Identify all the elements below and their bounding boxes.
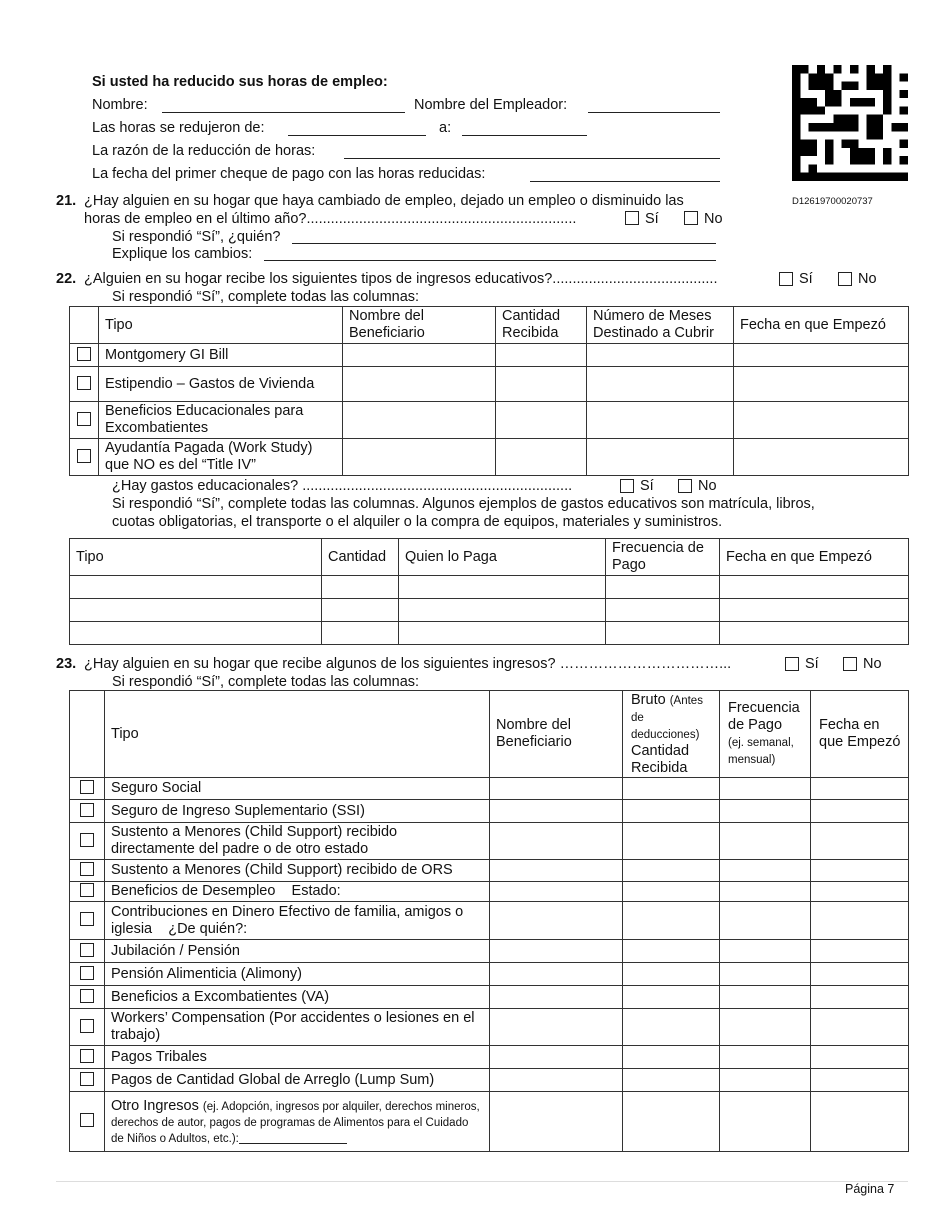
table-row (70, 963, 909, 986)
col-header: Nombre del Beneficiario (490, 691, 623, 778)
reduced-from-label: Las horas se redujeron de: (92, 120, 265, 136)
name-field[interactable] (162, 112, 405, 113)
expenses-no-checkbox[interactable] (678, 479, 692, 493)
employer-field[interactable] (588, 112, 720, 113)
q21-text-line1: ¿Hay alguien en su hogar que haya cambiado de empleo, dejado un empleo o disminuido las (84, 193, 684, 209)
cell-input[interactable] (606, 576, 720, 599)
row-checkbox[interactable] (77, 347, 91, 361)
cell-input[interactable] (720, 902, 811, 940)
cell-input[interactable] (720, 1092, 811, 1152)
cell-input[interactable] (496, 439, 587, 476)
cell-input[interactable] (587, 344, 734, 367)
barcode-id: D12619700020737 (792, 196, 873, 207)
cell-input[interactable] (811, 1092, 909, 1152)
cell-input[interactable] (606, 599, 720, 622)
expenses-question: ¿Hay gastos educacionales? ................................................................... (112, 478, 573, 494)
q22-instruction: Si respondió “Sí”, complete todas las columnas: (112, 289, 420, 305)
cell-input[interactable] (623, 800, 720, 823)
q22-no-checkbox[interactable] (838, 272, 852, 286)
cell-input[interactable] (343, 367, 496, 402)
footer-divider (56, 1181, 908, 1182)
page-number: Página 7 (845, 1182, 895, 1196)
cell-input[interactable] (322, 599, 399, 622)
table-row (70, 882, 909, 902)
row-checkbox[interactable] (80, 1019, 94, 1033)
row-label: Sustento a Menores (Child Support) recibido directamente del padre o de otro estado (105, 823, 490, 860)
cell-input[interactable] (720, 1069, 811, 1092)
q23-text: ¿Hay alguien en su hogar que recibe algunos de los siguientes ingresos? ……………………………... (84, 656, 732, 672)
reason-field[interactable] (344, 158, 720, 159)
col-header: Tipo (99, 307, 343, 344)
row-label: Montgomery GI Bill (99, 344, 343, 367)
cell-input[interactable] (70, 622, 322, 645)
cell-input[interactable] (720, 823, 811, 860)
cell-input[interactable] (811, 882, 909, 902)
row-label: Sustento a Menores (Child Support) recibido de ORS (105, 860, 490, 882)
cell-input[interactable] (811, 963, 909, 986)
q23-number: 23. (56, 656, 77, 672)
q22-yes-checkbox[interactable] (779, 272, 793, 286)
col-header-frecuencia: Frecuencia de Pago (ej. semanal, mensual) (720, 691, 811, 778)
cell-input[interactable] (490, 902, 623, 940)
cell-input[interactable] (587, 402, 734, 439)
table-row (70, 344, 909, 367)
cell-input[interactable] (399, 599, 606, 622)
cell-input[interactable] (490, 986, 623, 1009)
row-checkbox[interactable] (80, 966, 94, 980)
col-header: Nombre del Beneficiario (343, 307, 496, 344)
table-header-row (70, 691, 909, 778)
table-row (70, 800, 909, 823)
row-label: Jubilación / Pensión (105, 940, 490, 963)
cell-input[interactable] (720, 882, 811, 902)
cell-input[interactable] (811, 1069, 909, 1092)
row-label: Pagos Tribales (105, 1046, 490, 1069)
row-checkbox[interactable] (80, 1113, 94, 1127)
cell-input[interactable] (720, 940, 811, 963)
q22-yes-label: Sí (799, 271, 813, 287)
table-row (70, 367, 909, 402)
cell-input[interactable] (623, 902, 720, 940)
cell-input[interactable] (720, 1009, 811, 1046)
table-row (70, 986, 909, 1009)
row-label-other (105, 1092, 490, 1152)
cell-input[interactable] (322, 576, 399, 599)
cell-input[interactable] (490, 1046, 623, 1069)
other-income-note: (ej. Adopción, ingresos por alquiler, derechos mineros, derechos de autor, pagos de programas de Alimentos para el Cuidado de Niños o Adultos, etc.): (111, 1100, 480, 1145)
cell-input[interactable] (343, 344, 496, 367)
cell-input[interactable] (623, 882, 720, 902)
cell-input[interactable] (811, 823, 909, 860)
row-checkbox[interactable] (80, 989, 94, 1003)
cell-input[interactable] (587, 439, 734, 476)
cell-input[interactable] (343, 402, 496, 439)
q23-yes-checkbox[interactable] (785, 657, 799, 671)
row-checkbox[interactable] (80, 912, 94, 926)
cell-input[interactable] (587, 367, 734, 402)
row-label: Beneficios Educacionales para Excombatientes (99, 402, 343, 439)
table-row (70, 1046, 909, 1069)
cell-input[interactable] (623, 778, 720, 800)
row-label: Pagos de Cantidad Global de Arreglo (Lump Sum) (105, 1069, 490, 1092)
col-header: Número de Meses Destinado a Cubrir (587, 307, 734, 344)
reduced-from-field[interactable] (288, 135, 426, 136)
row-label: Workers’ Compensation (Por accidentes o lesiones en el trabajo) (105, 1009, 490, 1046)
cell-input[interactable] (734, 402, 909, 439)
expenses-no-label: No (698, 478, 717, 494)
table-row (70, 823, 909, 860)
row-label: Estipendio – Gastos de Vivienda (99, 367, 343, 402)
table-row (70, 1069, 909, 1092)
cell-input[interactable] (623, 1092, 720, 1152)
q23-instruction: Si respondió “Sí”, complete todas las columnas: (112, 674, 420, 690)
q21-explain-label: Explique los cambios: (112, 246, 253, 262)
table-row (70, 940, 909, 963)
cell-input[interactable] (811, 778, 909, 800)
first-check-label: La fecha del primer cheque de pago con las horas reducidas: (92, 166, 486, 182)
table-row (70, 1092, 909, 1152)
cell-input[interactable] (623, 963, 720, 986)
cell-input[interactable] (623, 823, 720, 860)
cell-input[interactable] (811, 986, 909, 1009)
row-checkbox[interactable] (80, 833, 94, 847)
cell-input[interactable] (720, 986, 811, 1009)
table-row (70, 402, 909, 439)
cell-input[interactable] (490, 823, 623, 860)
cell-input[interactable] (490, 860, 623, 882)
cell-input[interactable] (322, 622, 399, 645)
table-row (70, 902, 909, 940)
row-checkbox[interactable] (77, 376, 91, 390)
education-expenses-table (69, 538, 909, 645)
first-check-field[interactable] (530, 181, 720, 182)
reduced-to-field[interactable] (462, 135, 587, 136)
cell-input[interactable] (490, 1092, 623, 1152)
row-checkbox[interactable] (80, 803, 94, 817)
name-label: Nombre: (92, 97, 148, 113)
col-header: Fecha en que Empezó (811, 691, 909, 778)
cell-input[interactable] (720, 963, 811, 986)
cell-input[interactable] (496, 344, 587, 367)
table-row (70, 1009, 909, 1046)
table-header-row (70, 307, 909, 344)
table-row (70, 576, 909, 599)
cell-input[interactable] (811, 860, 909, 882)
col-header: Fecha en que Empezó (734, 307, 909, 344)
cell-input[interactable] (811, 800, 909, 823)
other-income-table (69, 690, 909, 1152)
cell-input[interactable] (734, 344, 909, 367)
expenses-instruction-line1: Si respondió “Sí”, complete todas las columnas. Algunos ejemplos de gastos educativos son matrícula, libros, (112, 496, 815, 512)
cell-input[interactable] (734, 367, 909, 402)
cell-input[interactable] (720, 576, 909, 599)
col-header: Tipo (105, 691, 490, 778)
cell-input[interactable] (490, 1069, 623, 1092)
cell-input[interactable] (490, 963, 623, 986)
cell-input[interactable] (490, 882, 623, 902)
expenses-instruction-line2: cuotas obligatorias, el transporte o el alquiler o la compra de equipos, materiales y suministros. (112, 514, 723, 530)
cell-input[interactable] (490, 778, 623, 800)
employer-label: Nombre del Empleador: (414, 97, 568, 113)
cell-input[interactable] (496, 402, 587, 439)
q21-who-field[interactable] (292, 243, 716, 244)
row-checkbox[interactable] (77, 412, 91, 426)
row-checkbox[interactable] (80, 780, 94, 794)
table-header-row (70, 539, 909, 576)
cell-input[interactable] (399, 576, 606, 599)
table-row (70, 439, 909, 476)
table-row (70, 622, 909, 645)
q22-number: 22. (56, 271, 77, 287)
row-checkbox[interactable] (77, 449, 91, 463)
cell-input[interactable] (720, 599, 909, 622)
cell-input[interactable] (811, 1046, 909, 1069)
cell-input[interactable] (623, 1009, 720, 1046)
cell-input[interactable] (606, 622, 720, 645)
row-checkbox[interactable] (80, 1049, 94, 1063)
cell-input[interactable] (623, 940, 720, 963)
col-header: Fecha en que Empezó (720, 539, 909, 576)
datamatrix-barcode (792, 64, 908, 182)
row-checkbox[interactable] (80, 943, 94, 957)
row-label: Contribuciones en Dinero Efectivo de familia, amigos o iglesia ¿De quién?: (105, 902, 490, 940)
q21-yes-checkbox[interactable] (625, 211, 639, 225)
row-checkbox[interactable] (80, 1072, 94, 1086)
q21-no-checkbox[interactable] (684, 211, 698, 225)
cell-input[interactable] (490, 1009, 623, 1046)
cell-input[interactable] (70, 576, 322, 599)
row-label: Pensión Alimenticia (Alimony) (105, 963, 490, 986)
row-label: Beneficios de Desempleo Estado: (105, 882, 490, 902)
col-header-bruto: Bruto (Antes de deducciones) Cantidad Recibida (623, 691, 720, 778)
row-label: Beneficios a Excombatientes (VA) (105, 986, 490, 1009)
q21-number: 21. (56, 193, 77, 209)
cell-input[interactable] (623, 1069, 720, 1092)
q21-who-label: Si respondió “Sí”, ¿quién? (112, 229, 281, 245)
expenses-yes-label: Sí (640, 478, 654, 494)
row-label: Seguro Social (105, 778, 490, 800)
cell-input[interactable] (70, 599, 322, 622)
col-header: Cantidad Recibida (496, 307, 587, 344)
cell-input[interactable] (623, 1046, 720, 1069)
other-income-field[interactable] (239, 1143, 347, 1144)
cell-input[interactable] (720, 860, 811, 882)
cell-input[interactable] (399, 622, 606, 645)
reason-label: La razón de la reducción de horas: (92, 143, 316, 159)
cell-input[interactable] (720, 800, 811, 823)
q21-text-line2: horas de empleo en el último año?................................................................... (84, 211, 577, 227)
row-checkbox[interactable] (80, 862, 94, 876)
q23-yes-label: Sí (805, 656, 819, 672)
cell-input[interactable] (720, 778, 811, 800)
q21-yes-label: Sí (645, 211, 659, 227)
col-header: Tipo (70, 539, 322, 576)
q22-text: ¿Alguien en su hogar recibe los siguientes tipos de ingresos educativos?......................................... (84, 271, 718, 287)
col-header: Quien lo Paga (399, 539, 606, 576)
cell-input[interactable] (343, 439, 496, 476)
cell-input[interactable] (811, 1009, 909, 1046)
q23-no-label: No (863, 656, 882, 672)
cell-input[interactable] (811, 940, 909, 963)
cell-input[interactable] (720, 622, 909, 645)
q23-no-checkbox[interactable] (843, 657, 857, 671)
cell-input[interactable] (623, 986, 720, 1009)
row-checkbox[interactable] (80, 883, 94, 897)
table-row (70, 778, 909, 800)
q21-explain-field[interactable] (264, 260, 716, 261)
cell-input[interactable] (811, 902, 909, 940)
education-income-table (69, 306, 909, 476)
col-header: Frecuencia de Pago (606, 539, 720, 576)
q21-no-label: No (704, 211, 723, 227)
cell-input[interactable] (720, 1046, 811, 1069)
cell-input[interactable] (490, 800, 623, 823)
cell-input[interactable] (623, 860, 720, 882)
q22-no-label: No (858, 271, 877, 287)
row-label: Ayudantía Pagada (Work Study) que NO es del “Title IV” (99, 439, 343, 476)
table-row (70, 599, 909, 622)
expenses-yes-checkbox[interactable] (620, 479, 634, 493)
cell-input[interactable] (496, 367, 587, 402)
cell-input[interactable] (490, 940, 623, 963)
col-header: Cantidad (322, 539, 399, 576)
other-income-label: Otro Ingresos (111, 1097, 199, 1114)
reduced-hours-title: Si usted ha reducido sus horas de empleo: (92, 74, 388, 90)
to-label: a: (439, 120, 452, 136)
table-row (70, 860, 909, 882)
cell-input[interactable] (734, 439, 909, 476)
row-label: Seguro de Ingreso Suplementario (SSI) (105, 800, 490, 823)
